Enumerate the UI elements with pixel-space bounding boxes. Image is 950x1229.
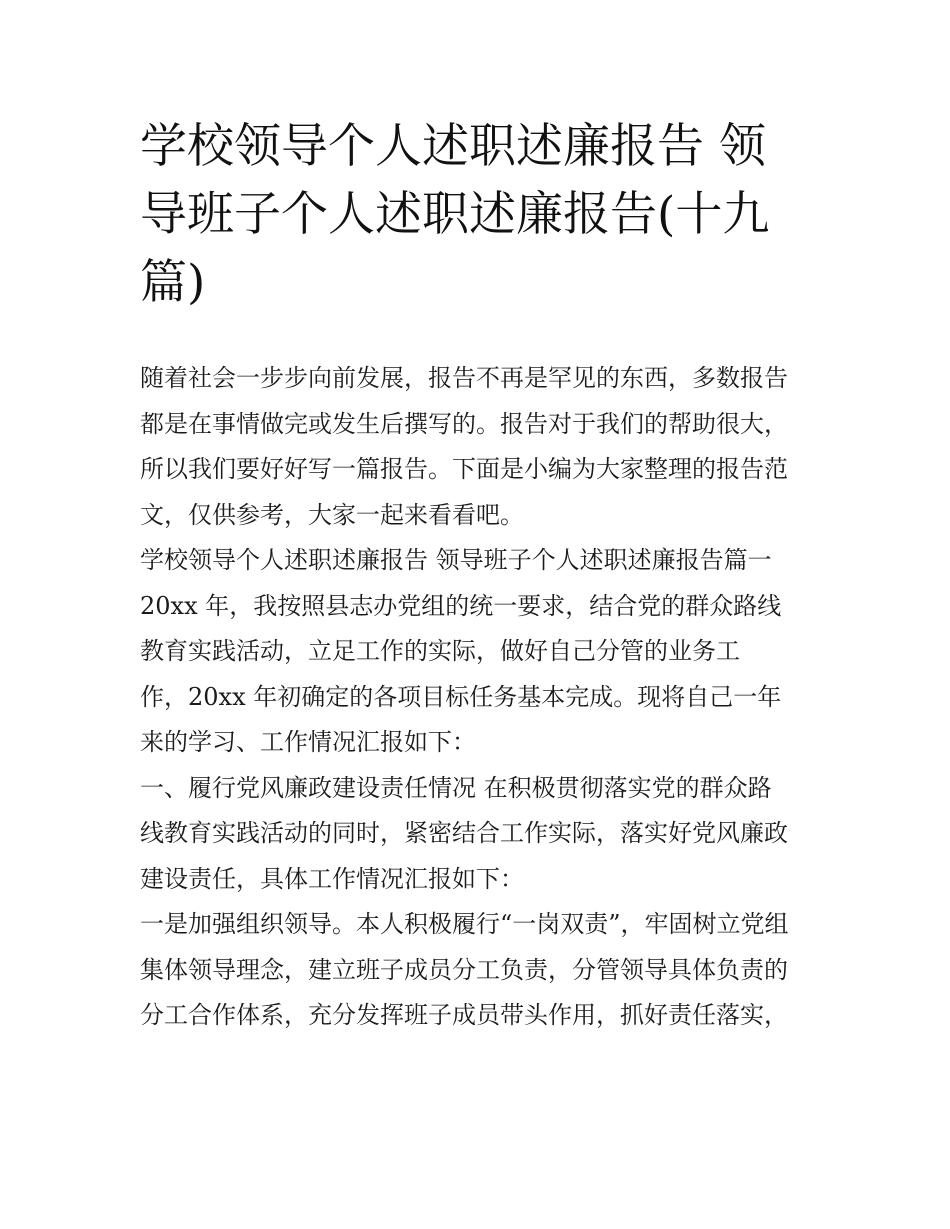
title-line: 学校领导个人述职述廉报告 领 [140, 119, 766, 174]
section-heading-line: 学校领导个人述职述廉报告 领导班子个人述职述廉报告篇一 [140, 546, 772, 574]
document-body [140, 356, 820, 1039]
body-line: 一是加强组织领导。本人积极履行“一岗双责”，牢固树立党组 [140, 910, 789, 938]
body-line: 来的学习、工作情况汇报如下： [140, 728, 476, 756]
body-line: 线教育实践活动的同时，紧密结合工作实际，落实好党风廉政 [140, 819, 788, 847]
body-line: 所以我们要好好写一篇报告。下面是小编为大家整理的报告范 [140, 455, 788, 483]
body-line: 作，20xx 年初确定的各项目标任务基本完成。现将自己一年 [140, 682, 782, 711]
body-line: 分工合作体系，充分发挥班子成员带头作用，抓好责任落实， [140, 1001, 788, 1029]
document-title [140, 113, 820, 317]
title-line: 导班子个人述职述廉报告(十九 [140, 187, 770, 242]
body-line: 随着社会一步步向前发展，报告不再是罕见的东西，多数报告 [140, 364, 788, 392]
body-line: 集体领导理念，建立班子成员分工负责，分管领导具体负责的 [140, 955, 788, 984]
title-line: 篇) [140, 255, 206, 310]
section-heading-line: 一、履行党风廉政建设责任情况 在积极贯彻落实党的群众路 [140, 773, 772, 802]
body-line: 文，仅供参考，大家一起来看看吧。 [140, 500, 524, 529]
body-line: 教育实践活动，立足工作的实际，做好自己分管的业务工 [140, 637, 740, 665]
body-line: 建设责任，具体工作情况汇报如下： [140, 864, 524, 893]
body-line: 20xx 年，我按照县志办党组的统一要求，结合党的群众路线 [140, 591, 782, 620]
body-line: 都是在事情做完或发生后撰写的。报告对于我们的帮助很大， [140, 409, 788, 438]
